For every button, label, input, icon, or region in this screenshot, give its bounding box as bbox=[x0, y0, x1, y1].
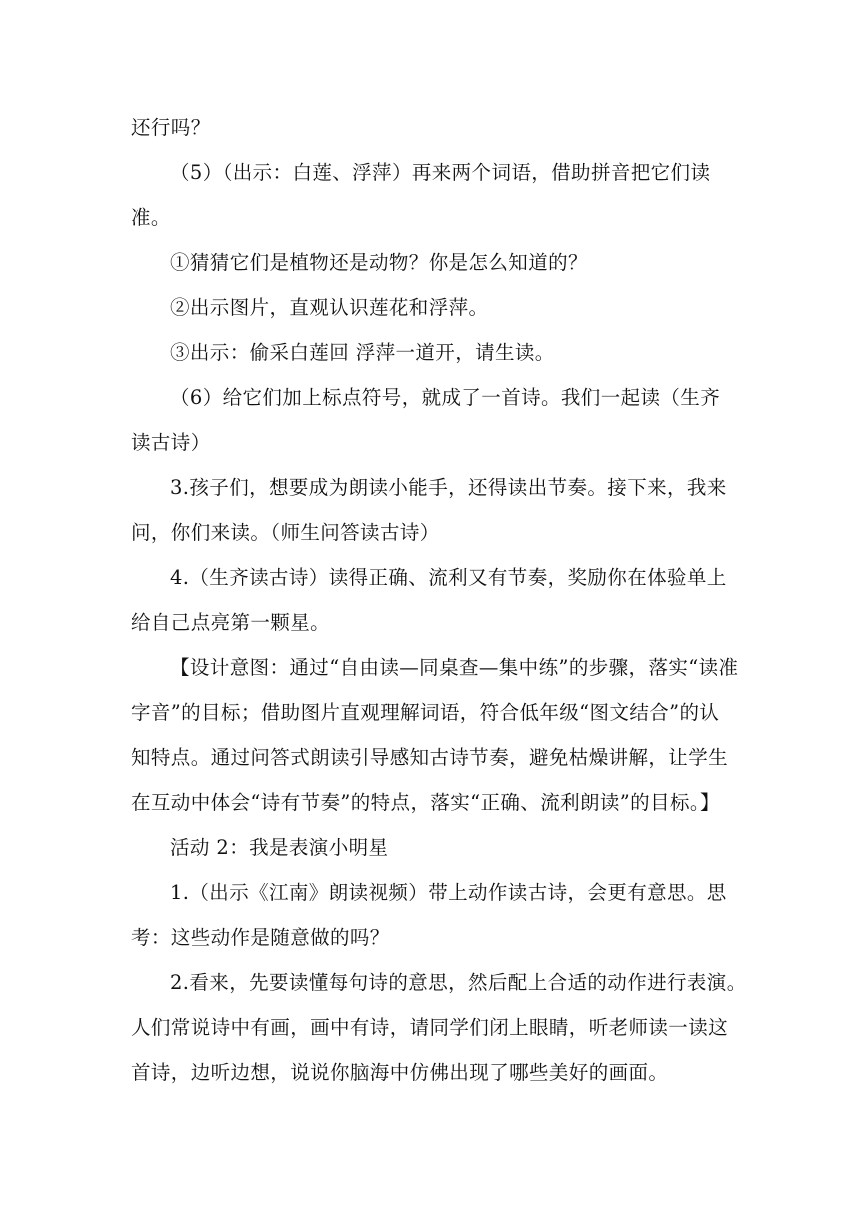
text-line: 3.孩子们，想要成为朗读小能手，还得读出节奏。接下来，我来 bbox=[170, 476, 727, 499]
text-line: 准。 bbox=[131, 206, 171, 229]
text-line: 读古诗） bbox=[131, 431, 211, 454]
text-line: 给自己点亮第一颗星。 bbox=[131, 611, 331, 634]
text-line: 问，你们来读。（师生问答读古诗） bbox=[131, 521, 440, 544]
text-line: 知特点。通过问答式朗读引导感知古诗节奏，避免枯燥讲解，让学生 bbox=[131, 746, 729, 769]
text-line: 1.（出示《江南》朗读视频）带上动作读古诗，会更有意思。思 bbox=[170, 881, 727, 904]
text-line: 在互动中体会“诗有节奏”的特点，落实“正确、流利朗读”的目标。】 bbox=[131, 791, 720, 814]
text-line: 2.看来，先要读懂每句诗的意思，然后配上合适的动作进行表演。 bbox=[170, 971, 747, 994]
text-line: （6）给它们加上标点符号，就成了一首诗。我们一起读（生齐 bbox=[170, 386, 721, 409]
text-line: ③出示：偷采白莲回 浮萍一道开，请生读。 bbox=[170, 341, 555, 364]
text-line: 人们常说诗中有画，画中有诗，请同学们闭上眼睛，听老师读一读这 bbox=[131, 1016, 729, 1039]
text-line: ②出示图片，直观认识莲花和浮萍。 bbox=[170, 296, 489, 319]
text-line: 活动 2：我是表演小明星 bbox=[170, 836, 389, 859]
text-line: （5）（出示：白莲、浮萍）再来两个词语，借助拼音把它们读 bbox=[170, 161, 711, 184]
text-line: 还行吗？ bbox=[131, 116, 211, 139]
text-line: ①猜猜它们是植物还是动物？你是怎么知道的？ bbox=[170, 251, 588, 274]
text-line: 字音”的目标；借助图片直观理解词语，符合低年级“图文结合”的认 bbox=[131, 701, 720, 724]
text-line: 首诗，边听边想，说说你脑海中仿佛出现了哪些美好的画面。 bbox=[131, 1061, 669, 1084]
text-line: 4.（生齐读古诗）读得正确、流利又有节奏，奖励你在体验单上 bbox=[170, 566, 727, 589]
text-line: 【设计意图：通过“自由读—同桌查—集中练”的步骤，落实“读准 bbox=[170, 656, 739, 679]
text-line: 考：这些动作是随意做的吗？ bbox=[131, 926, 390, 949]
